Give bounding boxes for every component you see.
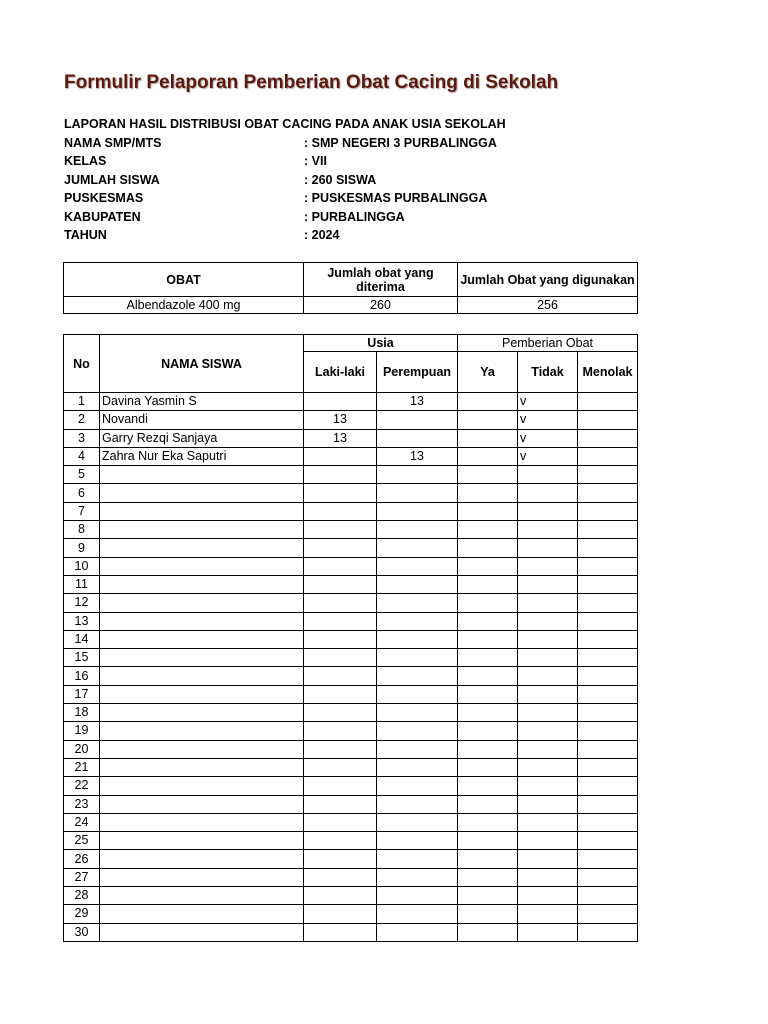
info-label: KELAS [64,154,107,168]
pemberian-tidak-cell [518,722,578,740]
header-nama-siswa: NAMA SISWA [100,335,304,393]
pemberian-tidak-cell [518,832,578,850]
row-number-cell: 26 [64,850,100,868]
table-row [64,575,638,593]
header-obat: OBAT [64,263,304,297]
table-row [64,649,638,667]
pemberian-tidak-cell [518,887,578,905]
row-number-cell: 28 [64,887,100,905]
student-name-cell [100,758,304,776]
pemberian-ya-cell [458,557,518,575]
row-number-cell: 21 [64,758,100,776]
pemberian-ya-cell [458,411,518,429]
age-laki-cell [304,722,377,740]
student-name-cell [100,923,304,941]
table-row [64,740,638,758]
row-number-cell: 14 [64,630,100,648]
pemberian-menolak-cell [578,868,638,886]
age-perempuan-cell [377,740,458,758]
table-row [64,502,638,520]
student-name-cell [100,594,304,612]
age-perempuan-cell [377,667,458,685]
info-label: JUMLAH SISWA [64,172,160,187]
pemberian-tidak-cell [518,704,578,722]
age-perempuan-cell [377,575,458,593]
header-usia: Usia [304,335,458,352]
table-row [64,466,638,484]
student-name-cell [100,905,304,923]
row-number-cell: 11 [64,575,100,593]
age-laki-cell [304,575,377,593]
table-row [64,813,638,831]
header-no: No [64,335,100,393]
header-tidak: Tidak [518,352,578,393]
pemberian-tidak-cell [518,777,578,795]
pemberian-menolak-cell [578,777,638,795]
row-number-cell: 4 [64,447,100,465]
pemberian-menolak-cell [578,887,638,905]
age-perempuan-cell [377,411,458,429]
table-row [64,685,638,703]
info-value: : 2024 [304,228,340,242]
pemberian-tidak-cell [518,813,578,831]
row-number-cell: 29 [64,905,100,923]
pemberian-menolak-cell [578,393,638,411]
pemberian-menolak-cell [578,649,638,667]
pemberian-ya-cell [458,905,518,923]
table-row [64,429,638,447]
table-row [64,612,638,630]
pemberian-tidak-cell [518,795,578,813]
pemberian-tidak-cell [518,740,578,758]
pemberian-tidak-cell [518,923,578,941]
table-row [64,594,638,612]
age-laki-cell [304,832,377,850]
pemberian-ya-cell [458,484,518,502]
student-name-cell [100,813,304,831]
pemberian-menolak-cell [578,813,638,831]
age-perempuan-cell [377,887,458,905]
student-header-row-1 [64,335,638,352]
info-value: : PUSKESMAS PURBALINGGA [304,191,488,205]
pemberian-menolak-cell [578,521,638,539]
pemberian-tidak-cell [518,539,578,557]
pemberian-menolak-cell [578,612,638,630]
table-row [64,630,638,648]
student-name-cell [100,667,304,685]
pemberian-tidak-cell [518,905,578,923]
pemberian-tidak-cell [518,667,578,685]
row-number-cell: 19 [64,722,100,740]
student-name-cell [100,795,304,813]
student-name-cell [100,539,304,557]
table-row [64,795,638,813]
age-perempuan-cell [377,813,458,831]
table-row [64,557,638,575]
pemberian-menolak-cell [578,704,638,722]
student-table [63,334,638,942]
pemberian-ya-cell [458,850,518,868]
pemberian-ya-cell [458,447,518,465]
pemberian-ya-cell [458,521,518,539]
age-perempuan-cell [377,777,458,795]
info-row-nama-sekolah [64,134,506,153]
age-perempuan-cell [377,502,458,520]
age-laki-cell [304,539,377,557]
row-number-cell: 25 [64,832,100,850]
table-row [64,722,638,740]
pemberian-menolak-cell [578,594,638,612]
info-row-jumlah-siswa [64,171,506,190]
header-menolak: Menolak [578,352,638,393]
student-name-cell [100,466,304,484]
row-number-cell: 6 [64,484,100,502]
row-number-cell: 17 [64,685,100,703]
age-perempuan-cell [377,612,458,630]
info-value: : PURBALINGGA [304,209,405,224]
pemberian-ya-cell [458,887,518,905]
pemberian-ya-cell [458,704,518,722]
age-laki-cell [304,887,377,905]
row-number-cell: 8 [64,521,100,539]
age-perempuan-cell [377,649,458,667]
info-label: PUSKESMAS [64,191,144,205]
pemberian-tidak-cell [518,850,578,868]
table-row [64,393,638,411]
student-name-cell [100,502,304,520]
info-row-kabupaten [64,208,506,227]
info-row-kelas [64,152,506,171]
age-laki-cell [304,594,377,612]
table-row [64,887,638,905]
student-name-cell [100,521,304,539]
obat-header-row [64,263,638,297]
info-label: KABUPATEN [64,209,141,224]
student-name-cell [100,575,304,593]
pemberian-ya-cell [458,612,518,630]
table-row [64,704,638,722]
row-number-cell: 18 [64,704,100,722]
table-row [64,777,638,795]
age-perempuan-cell [377,868,458,886]
row-number-cell: 20 [64,740,100,758]
pemberian-ya-cell [458,685,518,703]
age-laki-cell [304,740,377,758]
pemberian-tidak-cell: v [518,447,578,465]
pemberian-ya-cell [458,429,518,447]
age-laki-cell [304,393,377,411]
pemberian-menolak-cell [578,539,638,557]
row-number-cell: 7 [64,502,100,520]
pemberian-menolak-cell [578,447,638,465]
pemberian-menolak-cell [578,466,638,484]
info-label: NAMA SMP/MTS [64,135,162,150]
age-laki-cell [304,777,377,795]
age-perempuan-cell: 13 [377,393,458,411]
pemberian-ya-cell [458,502,518,520]
age-laki-cell [304,758,377,776]
student-name-cell [100,868,304,886]
pemberian-tidak-cell [518,521,578,539]
pemberian-menolak-cell [578,411,638,429]
pemberian-ya-cell [458,758,518,776]
pemberian-ya-cell [458,868,518,886]
info-row-puskesmas [64,189,506,208]
header-ya: Ya [458,352,518,393]
pemberian-menolak-cell [578,557,638,575]
age-perempuan-cell [377,594,458,612]
info-value: : SMP NEGERI 3 PURBALINGGA [304,135,497,150]
student-name-cell [100,887,304,905]
row-number-cell: 5 [64,466,100,484]
pemberian-ya-cell [458,832,518,850]
row-number-cell: 3 [64,429,100,447]
pemberian-tidak-cell [518,612,578,630]
age-perempuan-cell [377,630,458,648]
header-jumlah-digunakan: Jumlah Obat yang digunakan [458,263,638,297]
row-number-cell: 2 [64,411,100,429]
report-info [64,115,506,245]
age-perempuan-cell [377,484,458,502]
age-perempuan-cell [377,850,458,868]
row-number-cell: 10 [64,557,100,575]
row-number-cell: 22 [64,777,100,795]
age-laki-cell [304,905,377,923]
age-perempuan-cell [377,923,458,941]
row-number-cell: 30 [64,923,100,941]
header-pemberian-obat: Pemberian Obat [458,335,638,352]
row-number-cell: 24 [64,813,100,831]
student-name-cell [100,832,304,850]
pemberian-ya-cell [458,539,518,557]
header-jumlah-diterima: Jumlah obat yang diterima [304,263,458,297]
age-laki-cell [304,557,377,575]
pemberian-ya-cell [458,813,518,831]
pemberian-ya-cell [458,795,518,813]
age-laki-cell [304,484,377,502]
pemberian-menolak-cell [578,758,638,776]
student-name-cell: Zahra Nur Eka Saputri [100,447,304,465]
table-row [64,868,638,886]
pemberian-tidak-cell [518,502,578,520]
table-row [64,521,638,539]
row-number-cell: 27 [64,868,100,886]
pemberian-ya-cell [458,630,518,648]
obat-digunakan-cell: 256 [458,297,638,314]
pemberian-menolak-cell [578,832,638,850]
table-row [64,539,638,557]
age-laki-cell [304,649,377,667]
table-row [64,923,638,941]
obat-diterima-cell: 260 [304,297,458,314]
row-number-cell: 23 [64,795,100,813]
pemberian-ya-cell [458,575,518,593]
age-laki-cell [304,923,377,941]
pemberian-tidak-cell [518,685,578,703]
row-number-cell: 1 [64,393,100,411]
table-row [64,447,638,465]
obat-name-cell: Albendazole 400 mg [64,297,304,314]
pemberian-menolak-cell [578,575,638,593]
age-perempuan-cell [377,521,458,539]
age-laki-cell: 13 [304,411,377,429]
obat-data-row [64,297,638,314]
info-value: : VII [304,154,327,168]
student-name-cell [100,630,304,648]
age-laki-cell [304,630,377,648]
table-row [64,484,638,502]
age-perempuan-cell [377,758,458,776]
pemberian-tidak-cell: v [518,411,578,429]
age-laki-cell [304,868,377,886]
student-name-cell [100,722,304,740]
row-number-cell: 16 [64,667,100,685]
pemberian-menolak-cell [578,923,638,941]
pemberian-tidak-cell [518,649,578,667]
row-number-cell: 15 [64,649,100,667]
age-laki-cell [304,502,377,520]
age-laki-cell [304,795,377,813]
table-row [64,850,638,868]
info-row-tahun [64,226,506,245]
pemberian-tidak-cell [518,868,578,886]
student-name-cell [100,484,304,502]
student-name-cell [100,557,304,575]
age-laki-cell [304,612,377,630]
pemberian-ya-cell [458,466,518,484]
row-number-cell: 12 [64,594,100,612]
student-name-cell [100,850,304,868]
age-laki-cell [304,667,377,685]
pemberian-ya-cell [458,923,518,941]
pemberian-menolak-cell [578,630,638,648]
age-laki-cell [304,521,377,539]
student-name-cell [100,612,304,630]
age-perempuan-cell [377,557,458,575]
pemberian-tidak-cell [518,466,578,484]
age-perempuan-cell: 13 [377,447,458,465]
report-heading: LAPORAN HASIL DISTRIBUSI OBAT CACING PADA ANAK USIA SEKOLAH [64,117,506,131]
pemberian-menolak-cell [578,685,638,703]
pemberian-tidak-cell [518,630,578,648]
student-name-cell [100,704,304,722]
age-perempuan-cell [377,905,458,923]
student-table-body [64,393,638,942]
pemberian-ya-cell [458,777,518,795]
age-perempuan-cell [377,685,458,703]
row-number-cell: 13 [64,612,100,630]
pemberian-tidak-cell [518,575,578,593]
table-row [64,667,638,685]
pemberian-ya-cell [458,740,518,758]
pemberian-menolak-cell [578,667,638,685]
age-laki-cell: 13 [304,429,377,447]
age-perempuan-cell [377,704,458,722]
student-name-cell [100,685,304,703]
table-row [64,905,638,923]
age-perempuan-cell [377,539,458,557]
student-name-cell [100,740,304,758]
student-name-cell: Novandi [100,411,304,429]
pemberian-tidak-cell: v [518,429,578,447]
pemberian-tidak-cell [518,557,578,575]
info-label: TAHUN [64,228,107,242]
student-name-cell: Garry Rezqi Sanjaya [100,429,304,447]
obat-summary-table [63,262,638,314]
pemberian-tidak-cell: v [518,393,578,411]
age-perempuan-cell [377,795,458,813]
pemberian-tidak-cell [518,758,578,776]
info-value: : 260 SISWA [304,172,377,187]
student-name-cell: Davina Yasmin S [100,393,304,411]
pemberian-ya-cell [458,667,518,685]
pemberian-menolak-cell [578,502,638,520]
age-perempuan-cell [377,466,458,484]
age-perempuan-cell [377,429,458,447]
pemberian-menolak-cell [578,484,638,502]
age-laki-cell [304,850,377,868]
age-perempuan-cell [377,722,458,740]
pemberian-ya-cell [458,393,518,411]
table-row [64,758,638,776]
header-laki-laki: Laki-laki [304,352,377,393]
age-laki-cell [304,813,377,831]
header-perempuan: Perempuan [377,352,458,393]
pemberian-menolak-cell [578,905,638,923]
pemberian-menolak-cell [578,722,638,740]
pemberian-tidak-cell [518,594,578,612]
age-laki-cell [304,685,377,703]
pemberian-ya-cell [458,594,518,612]
pemberian-ya-cell [458,649,518,667]
age-perempuan-cell [377,832,458,850]
pemberian-menolak-cell [578,850,638,868]
pemberian-menolak-cell [578,740,638,758]
student-name-cell [100,777,304,795]
page-title: Formulir Pelaporan Pemberian Obat Cacing di Sekolah [64,72,559,93]
student-name-cell [100,649,304,667]
age-laki-cell [304,704,377,722]
pemberian-menolak-cell [578,795,638,813]
pemberian-tidak-cell [518,484,578,502]
age-laki-cell [304,466,377,484]
pemberian-menolak-cell [578,429,638,447]
table-row [64,411,638,429]
row-number-cell: 9 [64,539,100,557]
age-laki-cell [304,447,377,465]
table-row [64,832,638,850]
pemberian-ya-cell [458,722,518,740]
